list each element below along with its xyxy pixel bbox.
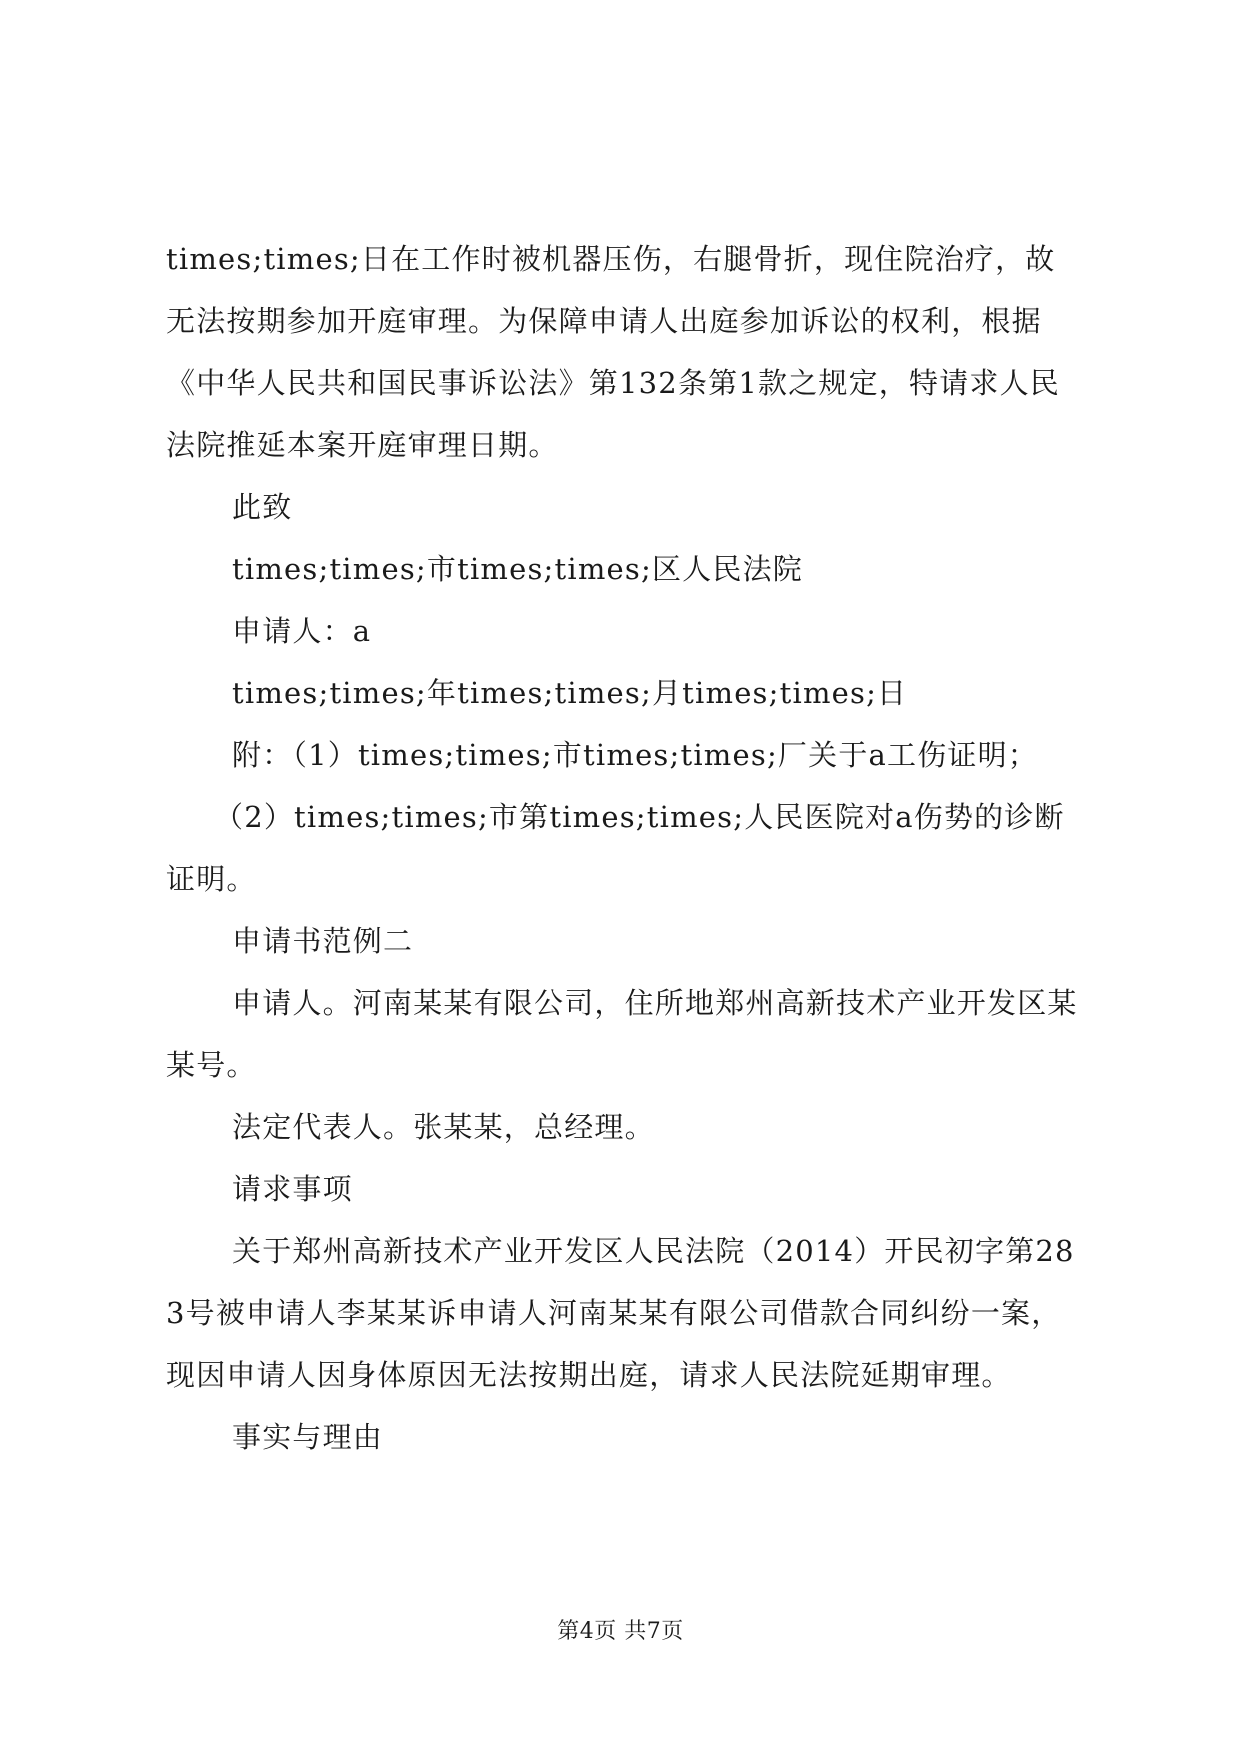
date-line: times;times;年times;times;月times;times;日 (232, 676, 908, 710)
applicant-name: 申请人：a (232, 614, 372, 648)
attachment-2: （2）times;times;市第times;times;人民医院对a伤势的诊断证明。 (166, 800, 1065, 896)
salutation: 此致 (232, 490, 293, 524)
section-heading-requests: 请求事项 (232, 1172, 353, 1206)
applicant-info: 申请人。河南某某有限公司，住所地郑州高新技术产业开发区某某号。 (166, 986, 1078, 1082)
attachment-1: 附：（1）times;times;市times;times;厂关于a工伤证明； (232, 738, 1039, 772)
request-details: 关于郑州高新技术产业开发区人民法院（2014）开民初字第283号被申请人李某某诉申请人河南某某有限公司借款合同纠纷一案，现因申请人因身体原因无法按期出庭，请求人民法院延期审理。 (166, 1234, 1075, 1392)
section-heading-example-2: 申请书范例二 (232, 924, 414, 958)
paragraph-continuation: times;times;日在工作时被机器压伤，右腿骨折，现住院治疗，故无法按期参加开庭审理。为保障申请人出庭参加诉讼的权利，根据《中华人民共和国民事诉讼法》第132条第1款之规定，特请求人民法院推延本案开庭审理日期。 (166, 242, 1061, 462)
page-number-footer: 第4页 共7页 (557, 1619, 684, 1644)
document-body (166, 228, 1078, 1468)
legal-representative: 法定代表人。张某某，总经理。 (232, 1110, 655, 1144)
recipient-court: times;times;市times;times;区人民法院 (232, 552, 803, 586)
section-heading-facts: 事实与理由 (232, 1420, 384, 1454)
